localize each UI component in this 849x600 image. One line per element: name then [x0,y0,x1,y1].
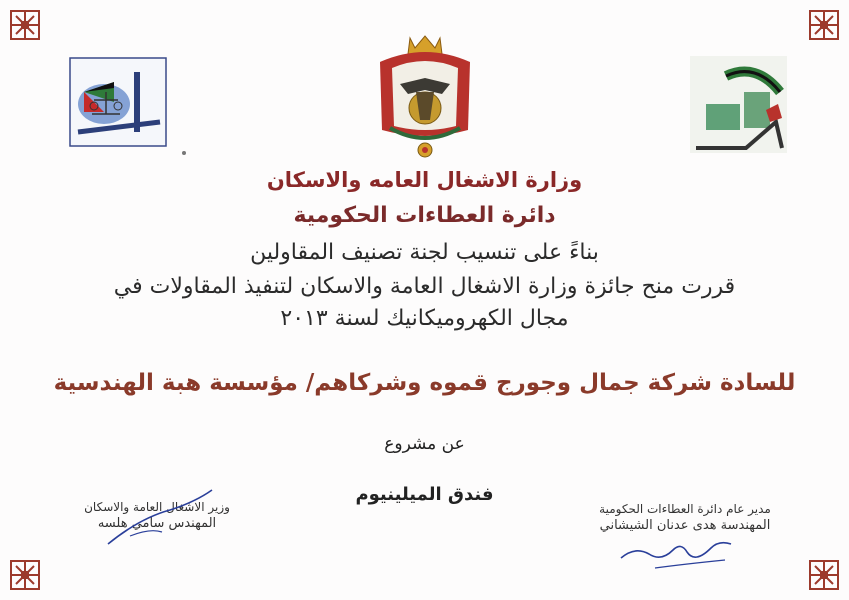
body-line-3: مجال الكهروميكانيك لسنة ٢٠١٣ [280,306,569,331]
corner-ornament-top-right [807,8,841,42]
minister-title: وزير الاشغال العامة والاسكان [84,500,230,514]
minister-handwritten-signature [100,488,220,548]
director-name: المهندسة هدى عدنان الشيشاني [599,518,771,533]
for-project-label: عن مشروع [384,434,465,454]
director-handwritten-signature [615,528,735,574]
ministry-public-works-logo [686,52,791,157]
corner-ornament-bottom-right [807,558,841,592]
corner-ornament-top-left [8,8,42,42]
ministry-heading: وزارة الاشغال العامه والاسكان [266,168,583,192]
coat-of-arms-emblem [370,32,480,162]
director-title: مدير عام دائرة العطاءات الحكومية [599,502,771,516]
corner-ornament-bottom-left [8,558,42,592]
body-line-2: قررت منح جائزة وزارة الاشغال العامة والاسكان لتنفيذ المقاولات في [113,274,736,299]
recipient-name: للسادة شركة جمال وجورج قموه وشركاهم/ مؤسسة هبة الهندسية [53,370,796,396]
ink-dot [182,151,186,155]
project-name: فندق الميلينيوم [355,484,494,505]
minister-name: المهندس سامي هلسه [97,516,217,531]
body-line-1: بناءً على تنسيب لجنة تصنيف المقاولين [250,240,599,265]
tenders-directorate-logo [64,52,172,152]
department-heading: دائرة العطاءات الحكومية [293,203,556,228]
